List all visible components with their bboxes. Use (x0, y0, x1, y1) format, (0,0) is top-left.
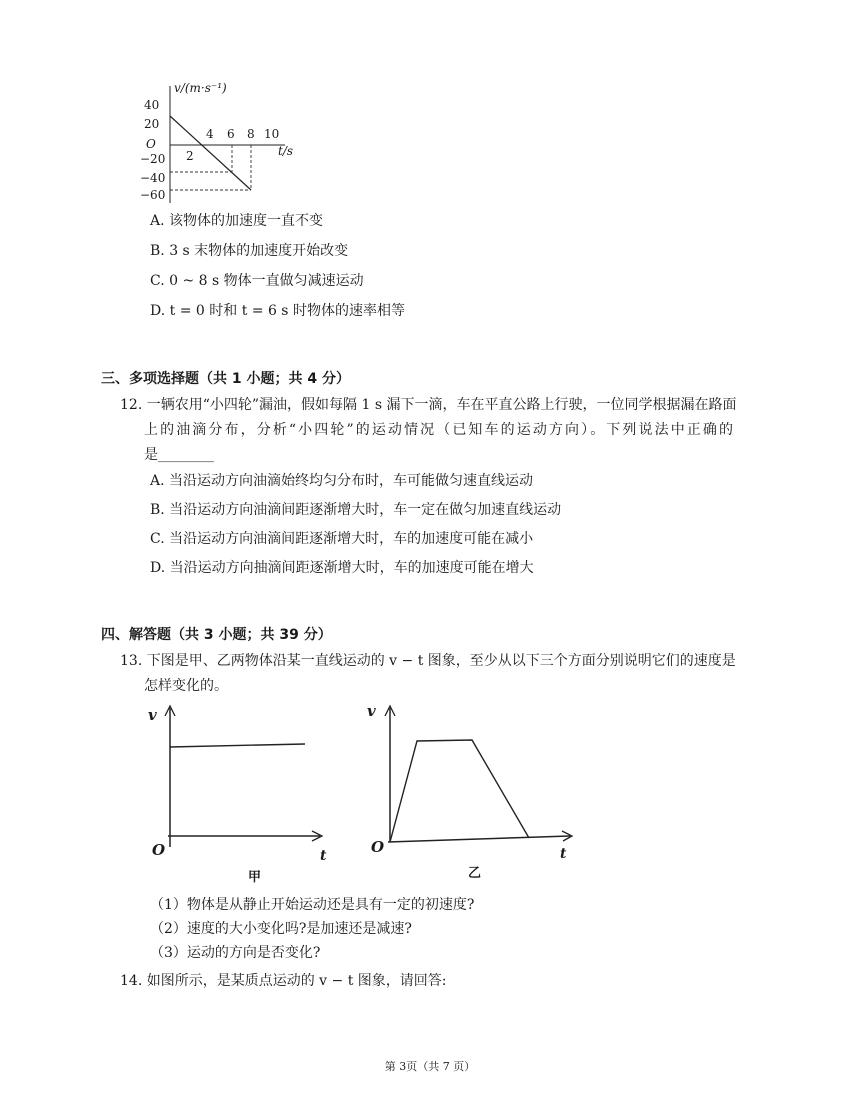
velocity-line (170, 744, 305, 747)
t-axis-label: t (320, 848, 327, 864)
q12-option-a: A. 当沿运动方向油滴始终均匀分布时，车可能做匀速直线运动 (150, 473, 534, 489)
sub-question: （1）物体是从静止开始运动还是具有一定的初速度? (150, 897, 475, 913)
t-axis-label: t (560, 846, 567, 862)
q11-option-b: B. 3 s 末物体的加速度开始改变 (150, 243, 349, 259)
q11-option-c: C. 0 ~ 8 s 物体一直做匀减速运动 (150, 273, 364, 289)
velocity-time-chart (140, 78, 310, 208)
question-text: 13. 下图是甲、乙两物体沿某一直线运动的 v − t 图象，至少从以下三个方面分别说明它们的速度是 (120, 653, 736, 669)
y-tick-label: −60 (140, 188, 166, 202)
sub-question: （3）运动的方向是否变化? (150, 945, 321, 961)
v-axis-label: v (148, 706, 157, 724)
origin-label: O (152, 841, 166, 859)
question-text: 怎样变化的。 (144, 678, 228, 694)
q12-option-d: D. 当沿运动方向抽滴间距逐渐增大时，车的加速度可能在增大 (150, 560, 534, 576)
graph-caption: 乙 (468, 866, 482, 881)
y-tick-label: −20 (140, 152, 166, 166)
question-text: 12. 一辆农用“小四轮”漏油，假如每隔 1 s 漏下一滴，车在平直公路上行驶，一位同学根据漏在路面 (120, 397, 737, 413)
page-footer: 第 3页（共 7 页） (384, 1060, 476, 1073)
section-title: 三、多项选择题（共 1 小题；共 4 分） (101, 371, 350, 387)
q12-option-c: C. 当沿运动方向油滴间距逐渐增大时，车的加速度可能在减小 (150, 531, 534, 547)
question-text: 14. 如图所示，是某质点运动的 v − t 图象，请回答: (120, 973, 447, 989)
x-axis (388, 836, 570, 842)
q11-option-a: A. 该物体的加速度一直不变 (150, 213, 324, 229)
q12-option-b: B. 当沿运动方向油滴间距逐渐增大时，车一定在做匀加速直线运动 (150, 502, 562, 518)
y-axis-label: v/(m·s⁻¹) (174, 81, 227, 95)
velocity-line (390, 740, 529, 842)
graph-jia (140, 700, 340, 885)
graph-yi (360, 696, 590, 886)
question-text: 是________ (144, 447, 214, 463)
x-tick-label: 8 (247, 127, 255, 141)
x-tick-label: 4 (206, 127, 214, 141)
graph-caption: 甲 (248, 870, 262, 885)
question-text: 上的油滴分布，分析“小四轮”的运动情况（已知车的运动方向）。下列说法中正确的 (144, 422, 736, 438)
x-tick-label: 6 (227, 127, 235, 141)
y-tick-label: 40 (144, 98, 160, 112)
q11-option-d: D. t = 0 时和 t = 6 s 时物体的速率相等 (150, 303, 405, 319)
y-tick-label: 20 (144, 117, 160, 131)
y-tick-label: −40 (140, 171, 166, 185)
section-title: 四、解答题（共 3 小题；共 39 分） (101, 627, 332, 643)
v-axis-label: v (367, 702, 376, 720)
x-axis-label: t/s (278, 144, 294, 158)
origin-label: O (371, 838, 385, 856)
x-tick-label: 2 (186, 149, 194, 163)
origin-label: O (146, 137, 156, 151)
x-tick-label: 10 (264, 127, 280, 141)
sub-question: （2）速度的大小变化吗?是加速还是减速? (150, 921, 412, 937)
